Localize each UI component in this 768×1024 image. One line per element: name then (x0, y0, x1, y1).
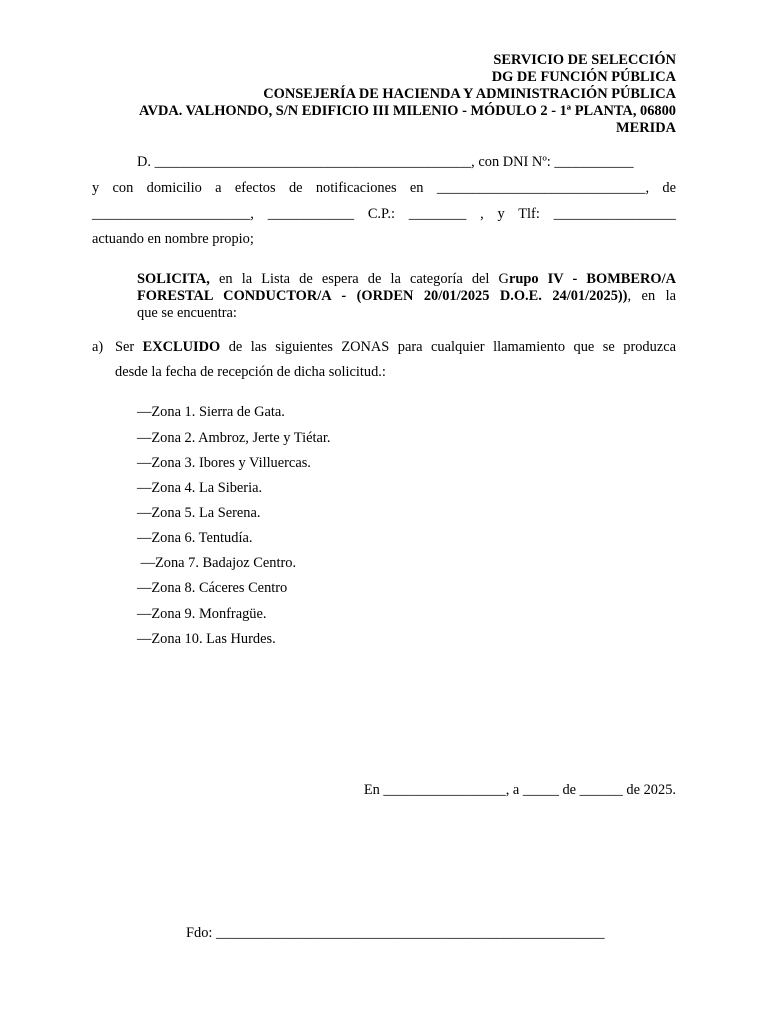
nombre-propio-line: actuando en nombre propio; (92, 231, 254, 247)
item-word: se (602, 339, 615, 355)
signature-line: Fdo: ______________________________________________________ (186, 925, 605, 941)
item-word: cualquier (431, 339, 485, 355)
item-word: ZONAS (341, 339, 390, 355)
solicita-line-3: que se encuentra: (137, 305, 237, 321)
solicita-line-1 (137, 271, 676, 288)
name-dni-line: D. ____________________________________________, con DNI Nº: ___________ (137, 154, 634, 170)
solicita-line-2 (137, 288, 676, 305)
domicilio-line (92, 179, 676, 197)
item-word: que (573, 339, 595, 355)
solicita-text: , en la (627, 288, 677, 304)
item-a-line-1 (115, 338, 676, 356)
cp-label: C.P.: (367, 206, 396, 222)
header-block (139, 52, 676, 137)
tlf-blank: _________________ (553, 206, 676, 222)
zona-item: —Zona 9. Monfragüe. (137, 606, 267, 622)
item-word: siguientes (275, 339, 333, 355)
address-blank: ______________________, (92, 206, 254, 222)
header-line-4: AVDA. VALHONDO, S/N EDIFICIO III MILENIO - MÓDULO 2 - 1ª PLANTA, 06800 (139, 103, 676, 119)
zona-item: —Zona 2. Ambroz, Jerte y Tiétar. (137, 430, 331, 446)
dom-word: de (288, 180, 303, 196)
zona-item: —Zona 7. Badajoz Centro. (137, 555, 297, 571)
cp-tlf-line (92, 205, 676, 223)
solicita-label: SOLICITA, (137, 271, 210, 287)
zona-item: —Zona 8. Cáceres Centro (137, 580, 288, 596)
solicita-grupo: rupo IV - BOMBERO/A (508, 271, 676, 287)
dom-word: en (409, 180, 424, 196)
solicita-orden: FORESTAL CONDUCTOR/A - (ORDEN 20/01/2025 D.O.E. 24/01/2025)) (137, 288, 628, 304)
item-word: llamamiento (493, 339, 566, 355)
zona-item: —Zona 3. Ibores y Villuercas. (137, 455, 311, 471)
item-word: Ser (115, 339, 135, 355)
cp-word: y (497, 206, 505, 222)
solicita-text: en la Lista de espera de la categoría del G (209, 271, 509, 287)
header-line-2: DG DE FUNCIÓN PÚBLICA (491, 69, 676, 85)
dom-blank: _____________________________, (436, 180, 650, 196)
zona-item: —Zona 6. Tentudía. (137, 530, 253, 546)
dom-word: y (92, 180, 100, 196)
header-line-1: SERVICIO DE SELECCIÓN (493, 52, 676, 68)
dom-word: domicilio (146, 180, 202, 196)
item-word: de (228, 339, 243, 355)
header-line-3: CONSEJERÍA DE HACIENDA Y ADMINISTRACIÓN PÚBLICA (263, 86, 676, 102)
dom-word: con (112, 180, 134, 196)
item-word: las (250, 339, 267, 355)
cp-comma: , (480, 206, 484, 222)
date-line: En _________________, a _____ de ______ de 2025. (363, 782, 676, 798)
item-a-marker: a) (92, 339, 104, 355)
dom-word: a (215, 180, 222, 196)
cp-blank: ________ (408, 206, 467, 222)
dom-word: efectos (234, 180, 276, 196)
zona-item: —Zona 1. Sierra de Gata. (137, 404, 285, 420)
dom-word: de (662, 180, 677, 196)
header-line-5: MERIDA (616, 120, 676, 136)
tlf-label: Tlf: (518, 206, 540, 222)
item-a-line-2: desde la fecha de recepción de dicha solicitud.: (115, 364, 386, 380)
zona-item: —Zona 10. Las Hurdes. (137, 631, 276, 647)
excluido-label: EXCLUIDO (142, 339, 221, 355)
item-word: para (397, 339, 423, 355)
item-word: produzca (623, 339, 676, 355)
zona-item: —Zona 5. La Serena. (137, 505, 261, 521)
locality-blank: ____________ (267, 206, 355, 222)
zona-item: —Zona 4. La Siberia. (137, 480, 263, 496)
dom-word: notificaciones (315, 180, 397, 196)
